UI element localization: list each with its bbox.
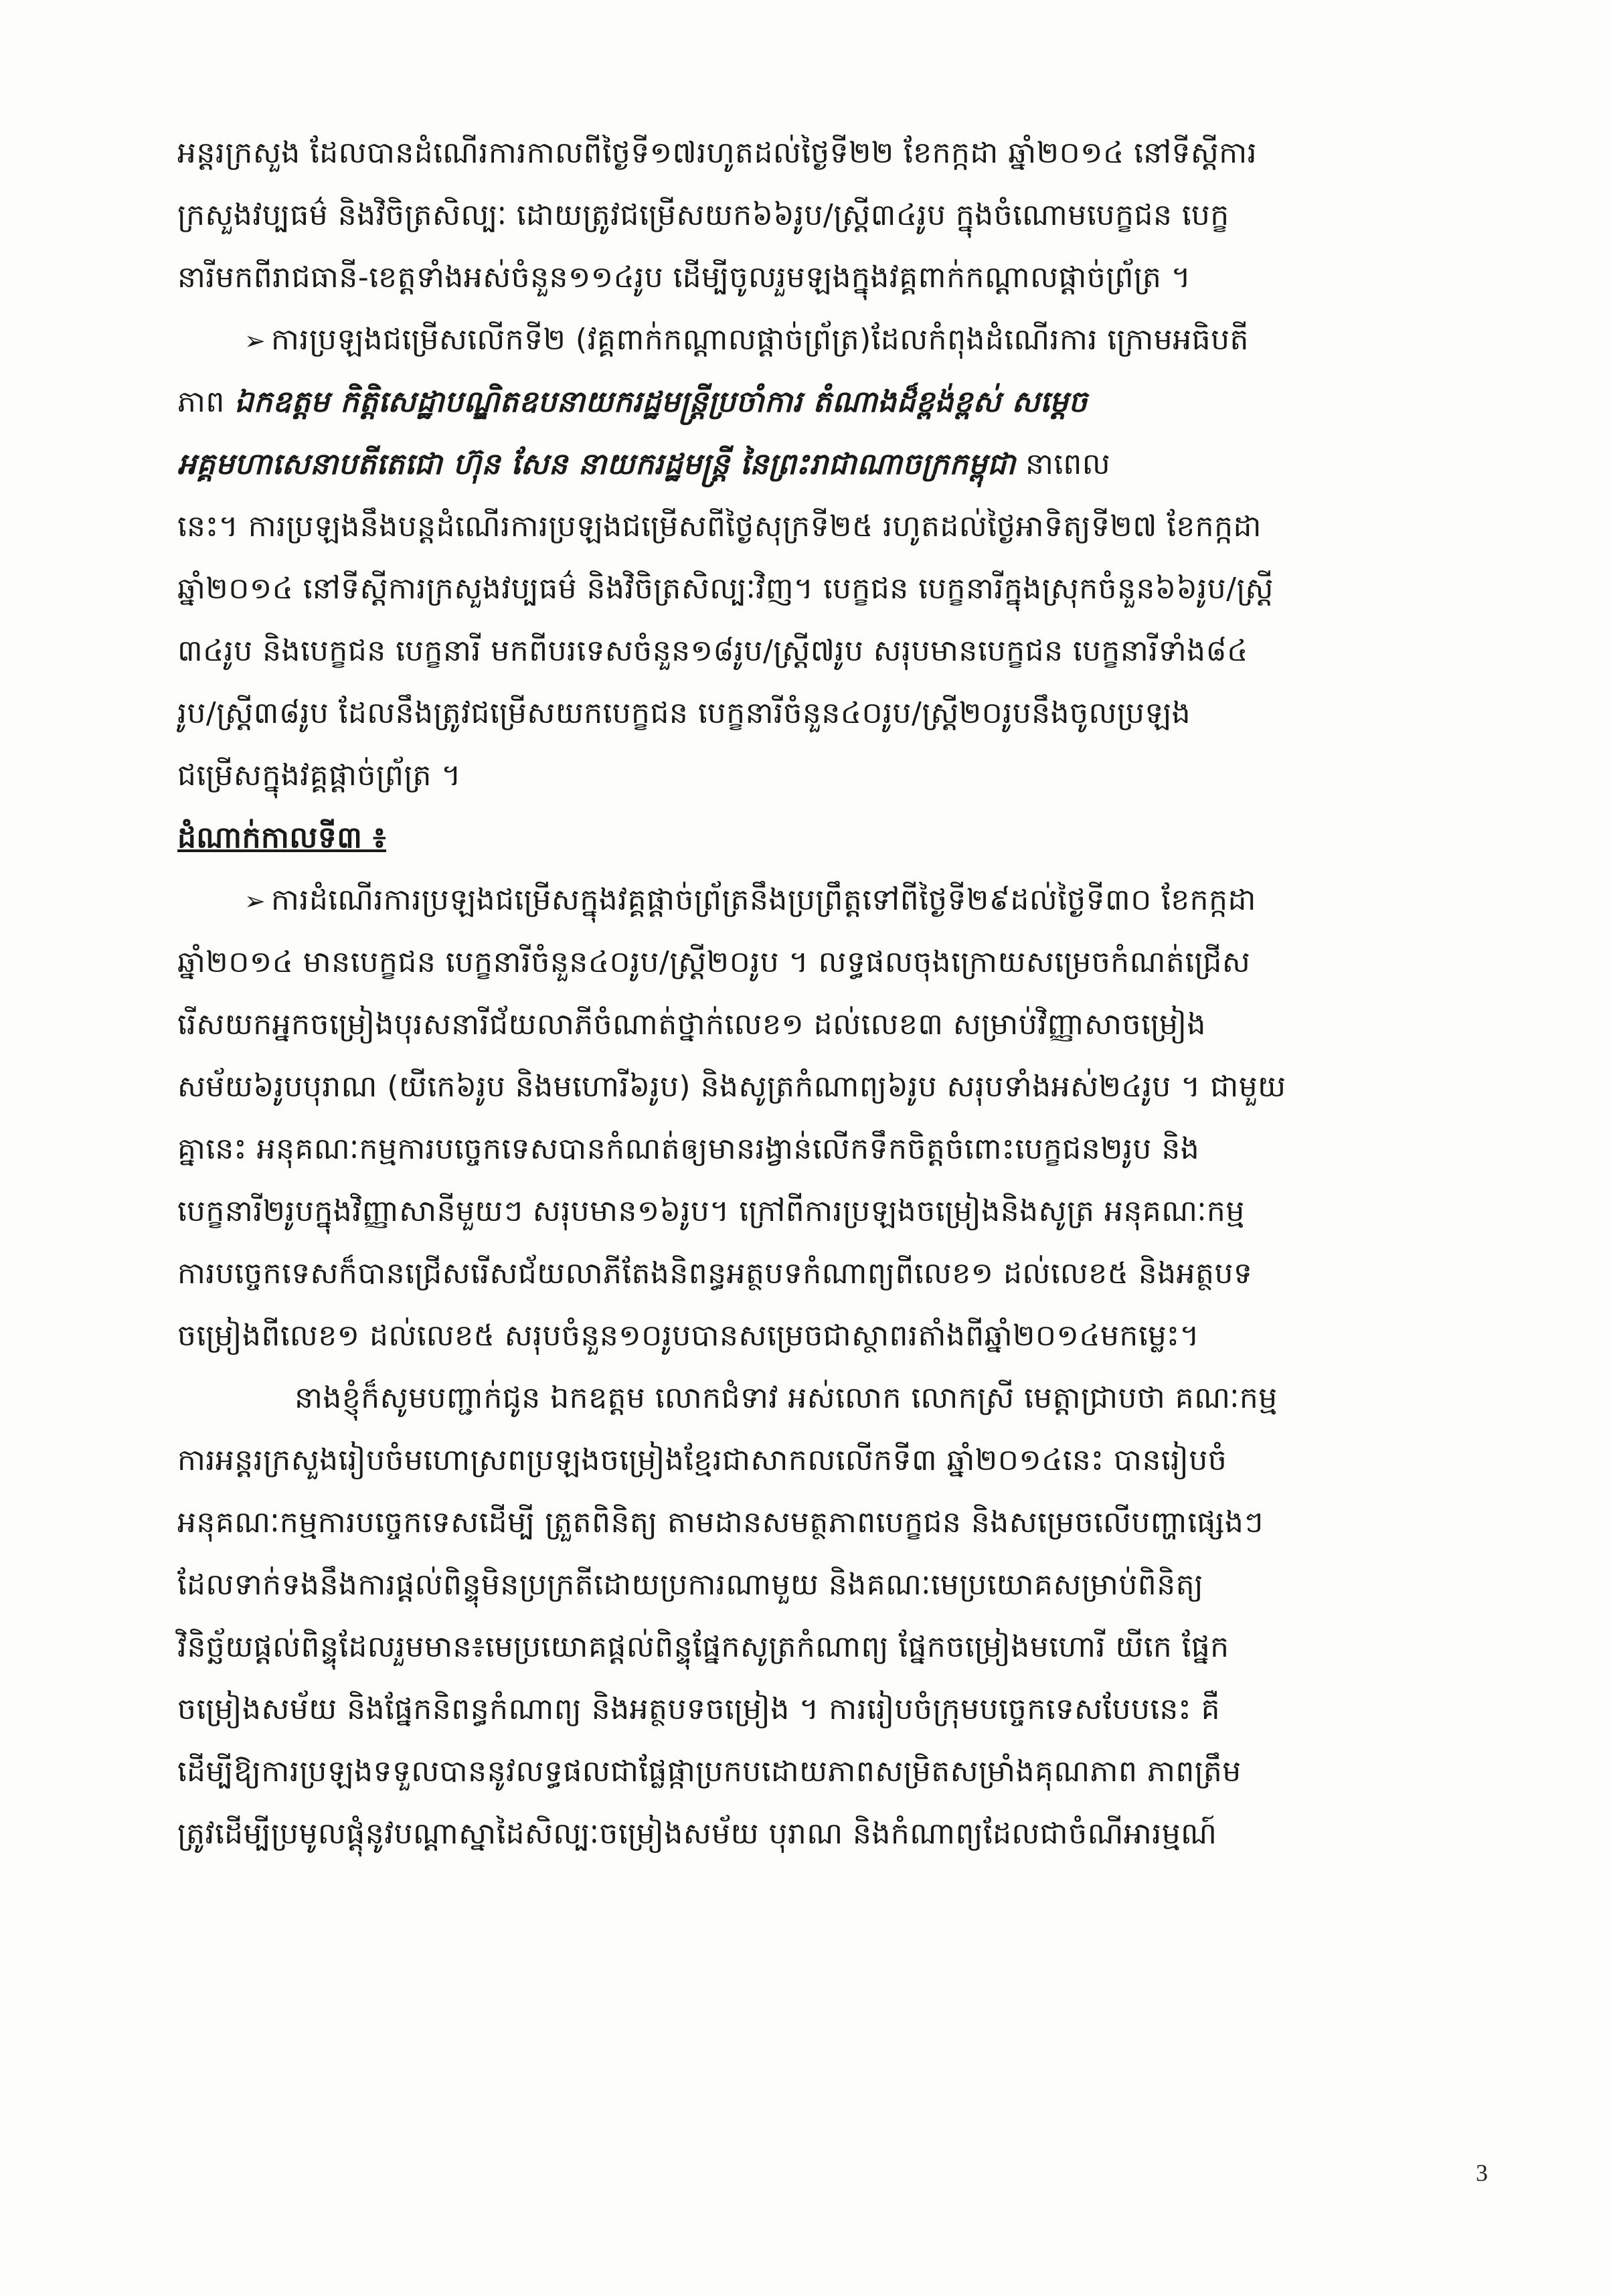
text-line: ៣៤រូប និងបេក្ខជន បេក្ខនារី មកពីបរទេសចំនួន១៨រូប/ស្ត្រី៧រូប សរុបមានបេក្ខជន បេក្ខនារីទាំង៨៤ xyxy=(177,634,1248,668)
bullet-arrow-icon: ➢ xyxy=(244,886,266,916)
text-line: ដែលទាក់ទងនឹងការផ្តល់ពិន្ទុមិនប្រក្រតីដោយប្រការណាមួយ និងគណៈមេប្រយោគសម្រាប់ពិនិត្យ xyxy=(177,1568,1204,1602)
text-line: អនុគណៈកម្មការបច្ចេកទេសដើម្បី ត្រួតពិនិត្យ តាមដានសមត្ថភាពបេក្ខជន និងសម្រេចលើបញ្ហាផ្សេងៗ xyxy=(177,1505,1264,1540)
section-heading-phase-3 xyxy=(177,815,1503,878)
text-line xyxy=(177,878,1503,940)
text-line: បេក្ខនារី២រូបក្នុងវិញ្ញាសានីមួយៗ សរុបមាន១៦រូប។ ក្រៅពីការប្រឡងចម្រៀងនិងសូត្រ អនុគណៈកម្ម xyxy=(177,1194,1245,1228)
page-number: 3 xyxy=(1476,2159,1488,2186)
text-line: ការបច្ចេកទេសក៏បានជ្រើសរើសជ័យលាភីតែងនិពន្ធអត្ថបទកំណាព្យពីលេខ១ ដល់លេខ៥ និងអត្ថបទ xyxy=(177,1256,1253,1291)
text-line: នេះ។ ការប្រឡងនឹងបន្តដំណើរការប្រឡងជម្រើសពីថ្ងៃសុក្រទី២៥ រហូតដល់ថ្ងៃអាទិត្យទី២៧ ខែកក្កដា xyxy=(177,509,1262,544)
text-line xyxy=(177,317,1503,380)
paragraph-continuation xyxy=(177,131,1503,317)
text-line: ចម្រៀងសម័យ និងផ្នែកនិពន្ធកំណាព្យ និងអត្ថបទចម្រៀង ។ ការរៀបចំក្រុមបច្ចេកទេសបែបនេះ គឺ xyxy=(177,1692,1221,1726)
text-line: សម័យ៦រូបបុរាណ (យីកេ៦រូប និងមហោរី៦រូប) និងសូត្រកំណាព្យ៦រូប សរុបទាំងអស់២៤រូប ។ ជាមួយ xyxy=(177,1070,1286,1104)
text-line: គ្នានេះ អនុគណៈកម្មការបច្ចេកទេសបានកំណត់ឲ្យមានរង្វាន់លើកទឹកចិត្តចំពោះបេក្ខជន២រូប និង xyxy=(177,1132,1200,1166)
text-line xyxy=(177,442,1503,504)
text-line xyxy=(177,380,1503,442)
heading-text: ដំណាក់កាលទី៣ ៖ xyxy=(177,821,387,855)
text-line: ចម្រៀងពីលេខ១ ដល់លេខ៥ សរុបចំនួន១០រូបបានសម្រេចជាស្ថាពរតាំងពីឆ្នាំ២០១៤មកម្លេះ។ xyxy=(177,1319,1200,1353)
page-body xyxy=(177,131,1503,1874)
text-line: រូប/ស្ត្រី៣៨រូប ដែលនឹងត្រូវជម្រើសយកបេក្ខជន បេក្ខនារីចំនួន៤០រូប/ស្ត្រី២០រូបនឹងចូលប្រឡង xyxy=(177,696,1191,730)
text-segment: ការដំណើរការប្រឡងជម្រើសក្នុងវគ្គផ្តាច់ព្រ័ត្រនឹងប្រព្រឹត្តទៅពីថ្ងៃទី២៩ដល់ថ្ងៃទី៣០ ខែកក្កដា xyxy=(271,883,1256,917)
text-line: នាងខ្ញុំក៏សូមបញ្ជាក់ជូន ឯកឧត្តម លោកជំទាវ អស់លោក លោកស្រី មេត្តាជ្រាបថា គណៈកម្ម xyxy=(294,1381,1278,1415)
text-line: រើសយកអ្នកចម្រៀងបុរសនារីជ័យលាភីចំណាត់ថ្នាក់លេខ១ ដល់លេខ៣ សម្រាប់វិញ្ញាសាចម្រៀង xyxy=(177,1007,1206,1042)
paragraph-technical-committee xyxy=(177,1376,1503,1874)
dignitary-name: អគ្គមហាសេនាបតីតេជោ ហ៊ុន សែន នាយករដ្ឋមន្ត្រី នៃព្រះរាជាណាចក្រកម្ពុជា xyxy=(177,447,1016,481)
text-line: ត្រូវដើម្បីប្រមូលផ្តុំនូវបណ្តាស្នាដៃសិល្បៈចម្រៀងសម័យ បុរាណ និងកំណាព្យដែលជាចំណីអារម្មណ៍ xyxy=(177,1817,1217,1851)
bullet-paragraph-final-round xyxy=(177,878,1503,1376)
text-line: នារីមកពីរាជធានី-ខេត្តទាំងអស់ចំនួន១១៤រូប ដើម្បីចូលរួមឡងក្នុងវគ្គពាក់កណ្តាលផ្តាច់ព្រ័ត្រ ។ xyxy=(177,260,1191,295)
text-line: ក្រសួងវប្បធម៌ និងវិចិត្រសិល្បៈ ដោយត្រូវជម្រើសយក៦៦រូប/ស្ត្រី៣៤រូប ក្នុងចំណោមបេក្ខជន បេក្ខ xyxy=(177,198,1230,232)
text-segment: ភាព xyxy=(177,385,235,419)
text-line: ឆ្នាំ២០១៤ នៅទីស្តីការក្រសួងវប្បធម៌ និងវិចិត្រសិល្បៈវិញ។ បេក្ខជន បេក្ខនារីក្នុងស្រុកចំនួន៦៦រូប/ស្ត្រី xyxy=(177,572,1274,606)
dignitary-title: ឯកឧត្តម កិត្តិសេដ្ឋាបណ្ឌិតឧបនាយករដ្ឋមន្ត្រីប្រចាំការ តំណាងដ៏ខ្ពង់ខ្ពស់ សម្តេច xyxy=(234,385,1088,419)
text-segment: ការប្រឡងជម្រើសលើកទី២ (វគ្គពាក់កណ្តាលផ្តាច់ព្រ័ត្រ)ដែលកំពុងដំណើរការ ក្រោមអធិបតី xyxy=(271,323,1249,357)
text-line: ដើម្បីឱ្យការប្រឡងទទួលបាននូវលទ្ធផលជាផ្លែផ្កាប្រកបដោយភាពសម្រិតសម្រាំងគុណភាព ភាពត្រឹម xyxy=(177,1754,1242,1789)
text-line: អន្តរក្រសួង ដែលបានដំណើរការកាលពីថ្ងៃទី១៧រហូតដល់ថ្ងៃទី២២ ខែកក្កដា ឆ្នាំ២០១៤ នៅទីស្តីការ xyxy=(177,136,1258,170)
text-line: ជម្រើសក្នុងវគ្គផ្តាច់ព្រ័ត្រ ។ xyxy=(177,758,461,793)
bullet-paragraph-second-round xyxy=(177,317,1503,815)
text-line: វិនិច្ឆ័យផ្តល់ពិន្ទុដែលរួមមាន៖មេប្រយោគផ្តល់ពិន្ទុផ្នែកសូត្រកំណាព្យ ផ្នែកចម្រៀងមហោរី យីកេ ផ្នែក xyxy=(177,1630,1230,1664)
text-segment: នាពេល xyxy=(1015,447,1111,481)
bullet-arrow-icon: ➢ xyxy=(244,326,266,355)
text-line: ឆ្នាំ២០១៤ មានបេក្ខជន បេក្ខនារីចំនួន៤០រូប/ស្ត្រី២០រូប ។ លទ្ធផលចុងក្រោយសម្រេចកំណត់ជ្រើស xyxy=(177,945,1251,979)
text-line: ការអន្តរក្រសួងរៀបចំមហោស្រពប្រឡងចម្រៀងខ្មែរជាសាកលលើកទី៣ ឆ្នាំ២០១៤នេះ បានរៀបចំ xyxy=(177,1443,1227,1477)
